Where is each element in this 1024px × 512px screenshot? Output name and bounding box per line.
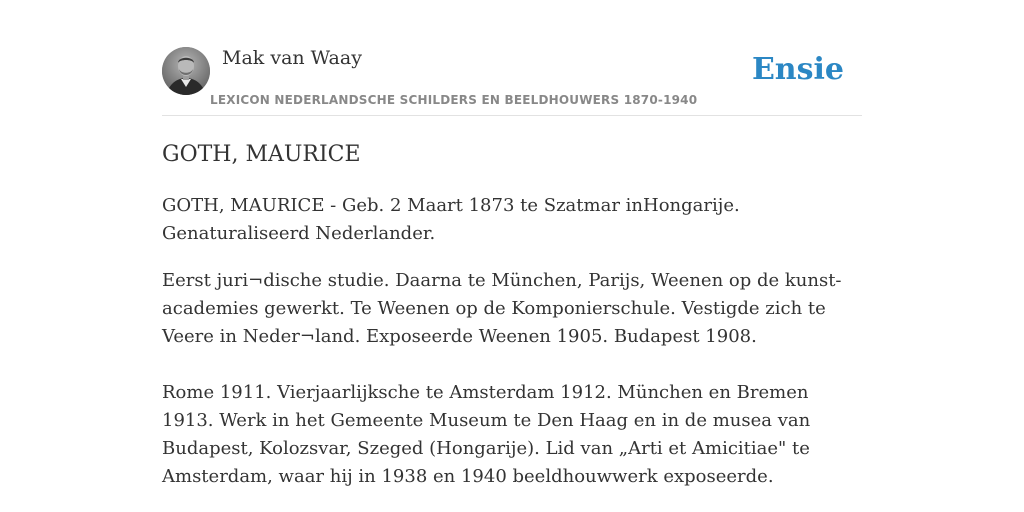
author-avatar[interactable] [162, 47, 210, 95]
header [162, 46, 862, 116]
brand-logo[interactable]: Ensie [751, 52, 844, 87]
author-name[interactable]: Mak van Waay [222, 47, 362, 69]
entry-paragraph: GOTH, MAURICE - Geb. 2 Maart 1873 te Szatmar inHongarije. Genaturaliseerd Nederlander. [162, 195, 740, 244]
entry-paragraph: Rome 1911. Vierjaarlijksche te Amsterdam 1912. München en Bremen 1913. Werk in het Gemeente Museum te Den Haag en in de musea van Budapest, Kolozsvar, Szeged (Hongarije). Lid van „Arti et Amicitiae" te Amsterdam, waar hij in 1938 en 1940 beeldhouwwerk exposeerde. [162, 382, 811, 487]
source-title[interactable]: LEXICON NEDERLANDSCHE SCHILDERS EN BEELDHOUWERS 1870-1940 [210, 93, 698, 107]
entry-title: GOTH, MAURICE [162, 142, 361, 167]
entry-paragraph: Eerst juri¬dische studie. Daarna te München, Parijs, Weenen op de kunst-academies gewerkt. Te Weenen op de Komponierschule. Vestigde zich te Veere in Neder¬land. Exposeerde Weenen 1905. Budapest 1908. [162, 270, 842, 347]
author-portrait-icon [162, 47, 210, 95]
